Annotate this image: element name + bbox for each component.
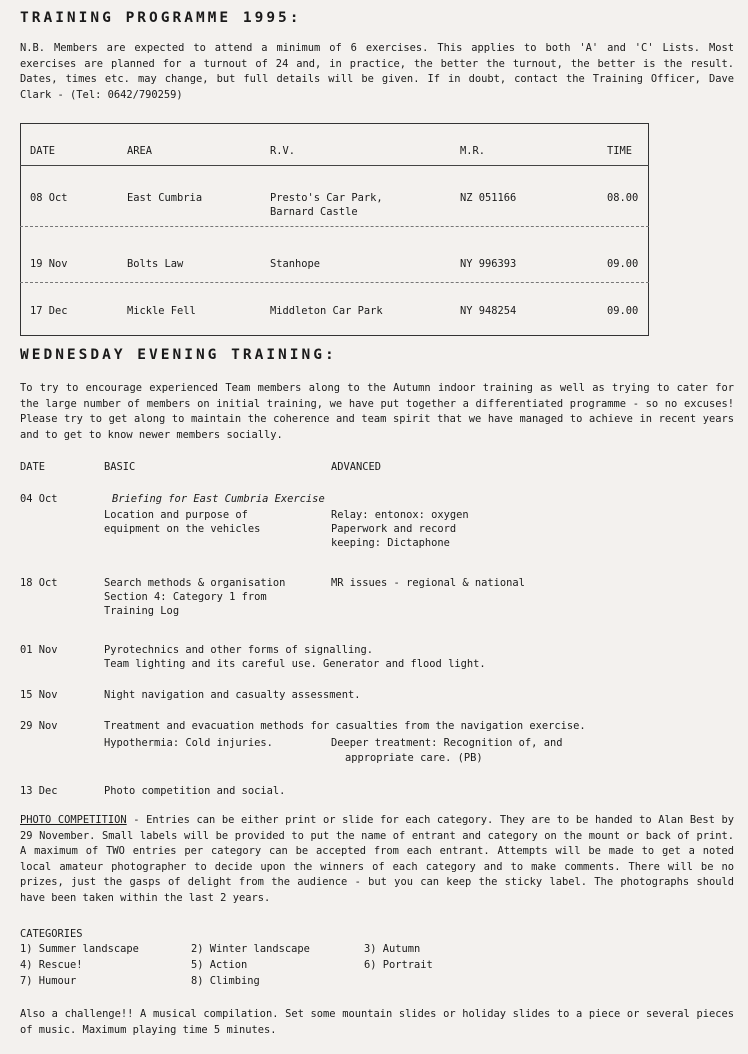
category-item: 8) Climbing: [191, 975, 260, 987]
row-rv: Stanhope: [270, 258, 321, 270]
session-date: 13 Dec: [20, 785, 58, 797]
category-item: 5) Action: [191, 959, 248, 971]
category-item: 6) Portrait: [364, 959, 433, 971]
category-item: 7) Humour: [20, 975, 77, 987]
musical-challenge-paragraph: Also a challenge!! A musical compilation. Set some mountain slides or holiday slides to a piece or several pieces of music. Maximum playing time 5 minutes.: [20, 1008, 734, 1036]
session-advanced: appropriate care. (PB): [345, 752, 483, 764]
session-date: 15 Nov: [20, 689, 58, 701]
row-mr: NZ 051166: [460, 192, 517, 204]
category-item: 3) Autumn: [364, 943, 421, 955]
session-basic: Section 4: Category 1 from: [104, 591, 267, 603]
photo-competition-text: - Entries can be either print or slide for each category. They are to be handed to Alan Best by 29 November. Small labels will be provided to put the name of entrant and category on the mount or back of print. A maximum of TWO entries per category can be accepted from each entrant. Attempts will be made to get a noted local amateur photographer to decide upon the winners of each category and to make comments. There will be no prizes, just the gasps of delight from the audience - but you can keep the sticky label. The photographs should have been taken within the last 2 years.: [20, 814, 734, 904]
row-mr: NY 948254: [460, 305, 517, 317]
session-date: 04 Oct: [20, 493, 58, 505]
category-item: 2) Winter landscape: [191, 943, 310, 955]
row-rv: Middleton Car Park: [270, 305, 383, 317]
table-header-date: DATE: [30, 145, 56, 157]
session-advanced: Relay: entonox: oxygen: [331, 509, 469, 521]
session-advanced: Paperwork and record: [331, 523, 457, 535]
table-header-area: AREA: [127, 145, 153, 157]
row-rv: Barnard Castle: [270, 206, 358, 218]
session-header-basic: BASIC: [104, 461, 136, 473]
session-basic: Location and purpose of: [104, 509, 248, 521]
row-time: 09.00: [607, 258, 639, 270]
table-header-divider: [20, 165, 649, 166]
row-time: 09.00: [607, 305, 639, 317]
photo-competition-title: PHOTO COMPETITION: [20, 814, 127, 826]
session-basic: Training Log: [104, 605, 180, 617]
row-mr: NY 996393: [460, 258, 517, 270]
session-advanced: Deeper treatment: Recognition of, and: [331, 737, 563, 749]
session-basic: Search methods & organisation: [104, 577, 286, 589]
session-date: 18 Oct: [20, 577, 58, 589]
row-date: 17 Dec: [30, 305, 68, 317]
row-date: 19 Nov: [30, 258, 68, 270]
wednesday-training-heading: WEDNESDAY EVENING TRAINING:: [20, 347, 337, 363]
session-basic: Night navigation and casualty assessment.: [104, 689, 361, 701]
session-basic: Pyrotechnics and other forms of signalling.: [104, 644, 373, 656]
row-area: East Cumbria: [127, 192, 203, 204]
session-basic: Briefing for East Cumbria Exercise: [112, 493, 325, 505]
session-basic: Hypothermia: Cold injuries.: [104, 737, 273, 749]
table-row-divider: [20, 226, 649, 227]
table-header-rv: R.V.: [270, 145, 296, 157]
session-header-advanced: ADVANCED: [331, 461, 382, 473]
session-basic: equipment on the vehicles: [104, 523, 261, 535]
session-advanced: MR issues - regional & national: [331, 577, 525, 589]
row-time: 08.00: [607, 192, 639, 204]
row-area: Bolts Law: [127, 258, 184, 270]
wednesday-training-intro: To try to encourage experienced Team members along to the Autumn indoor training as well as trying to cater for the large number of members on initial training, we have put together a differentiated programme - so no excuses! Please try to get along to maintain the coherence and team spirit that we have managed to achieve in recent years and to get to know newer members socially.: [20, 382, 734, 441]
training-programme-intro: N.B. Members are expected to attend a minimum of 6 exercises. This applies to both 'A' and 'C' Lists. Most exercises are planned for a turnout of 24 and, in practice, the better the turnout, the better is the result. Dates, times etc. may change, but full details will be given. If in doubt, contact the Training Officer, Dave Clark - (Tel: 0642/790259): [20, 42, 734, 101]
photo-competition-paragraph: [20, 813, 734, 906]
table-row-divider: [20, 282, 649, 283]
category-item: 1) Summer landscape: [20, 943, 139, 955]
session-basic: Photo competition and social.: [104, 785, 286, 797]
row-area: Mickle Fell: [127, 305, 196, 317]
categories-heading: CATEGORIES: [20, 928, 83, 940]
session-date: 01 Nov: [20, 644, 58, 656]
category-item: 4) Rescue!: [20, 959, 83, 971]
session-basic: Treatment and evacuation methods for casualties from the navigation exercise.: [104, 720, 586, 732]
training-programme-heading: TRAINING PROGRAMME 1995:: [20, 10, 302, 26]
row-date: 08 Oct: [30, 192, 68, 204]
table-header-mr: M.R.: [460, 145, 486, 157]
table-header-time: TIME: [607, 145, 633, 157]
row-rv: Presto's Car Park,: [270, 192, 383, 204]
session-date: 29 Nov: [20, 720, 58, 732]
session-header-date: DATE: [20, 461, 46, 473]
session-advanced: keeping: Dictaphone: [331, 537, 450, 549]
session-basic: Team lighting and its careful use. Generator and flood light.: [104, 658, 486, 670]
